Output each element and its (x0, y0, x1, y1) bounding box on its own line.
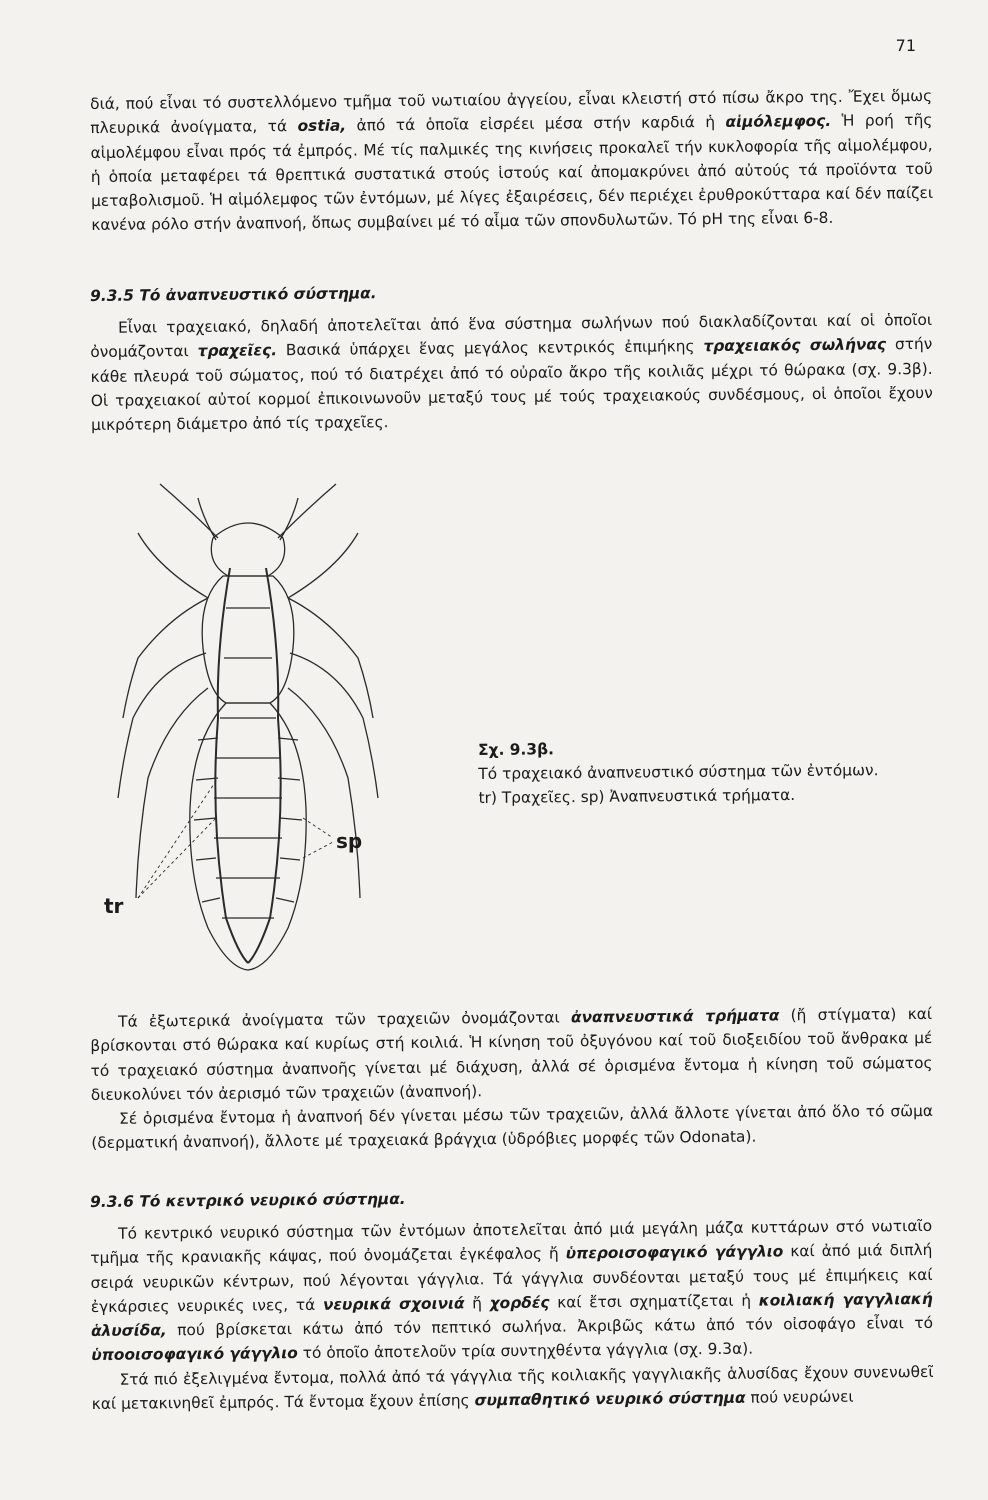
figure-caption-line2: tr) Τραχεῖες. sp) Ἀναπνευστικά τρήματα. (478, 785, 796, 807)
text: καί ἔτσι σχηματίζεται ἡ (549, 1291, 759, 1312)
term-sympathitiko: συμπαθητικό νευρικό σύστημα (474, 1388, 746, 1410)
text: πού νευρώνει (745, 1387, 854, 1407)
section-936-heading-block (90, 1182, 932, 1214)
page-number: 71 (895, 36, 916, 55)
abdomen (190, 703, 306, 970)
paragraph-text (90, 1002, 933, 1107)
text: Βασικά ὑπάρχει ἕνας μεγάλος κεντρικός ἐπιμήκης (276, 337, 704, 360)
term-neurika-schoinia: νευρικά σχοινιά (322, 1294, 465, 1314)
figure-caption-line1: Τό τραχειακό ἀναπνευστικό σύστημα τῶν ἐντόμων. (478, 761, 879, 783)
section-heading: 9.3.5 Τό ἀναπνευστικό σύστημα. (90, 284, 377, 305)
antenna-right (278, 484, 336, 538)
paragraph-top (90, 84, 933, 238)
section-935-paragraph (90, 308, 933, 438)
term-tracheiakos-solinas: τραχειακός σωλήνας (703, 335, 887, 356)
text: ἀπό τά ὁποῖα εἰσρέει μέσα στήν καρδιά ἡ (346, 113, 726, 135)
section-heading: 9.3.6 Τό κεντρικό νευρικό σύστημα. (90, 1189, 406, 1211)
text: τό ὁποῖο ἀποτελοῦν τρία συντηχθέντα γάγγλια (σχ. 9.3α). (297, 1340, 754, 1363)
text: Στά πιό ἐξελιγμένα ἔντομα, πολλά ἀπό τά γάγγλια τῆς κοιλιακῆς γαγγλιακῆς ἁλυσίδας ἔχουν συνενωθεῖ καί μετακινηθεῖ ἐμπρός. Τά ἔντομα ἔχουν ἐπίσης (91, 1362, 934, 1414)
text: καί ἀπό μιά διπλή σειρά νευρικῶν κέντρων, πού λέγονται γάγγλια. Τά γάγγλια συνδέονται μεταξύ τους μέ ἐπιμήκεις καί ἐγκάρσιες νευρικές ινες, τά (90, 1241, 933, 1316)
term-yperoisofagiko: ὑπεροισοφαγικό γάγγλιο (565, 1242, 784, 1263)
insect-drawing (98, 478, 398, 998)
paragraph-text (90, 308, 933, 438)
figure-label-tr: tr (104, 894, 124, 918)
paragraph-text (91, 1360, 933, 1417)
term-ypoisofagiko: ὑποοισοφαγικό γάγγλιο (91, 1344, 298, 1365)
term-koiliaki-alysida: κοιλιακή γαγγλιακή ἁλυσίδα, (90, 1289, 933, 1341)
term-trimata: ἀναπνευστικά τρήματα (570, 1006, 780, 1027)
paragraph-top-text (90, 84, 933, 238)
text: πού βρίσκεται κάτω ἀπό τόν πεπτικό σωλήνα. Ἀκριβῶς κάτω ἀπό τόν οἰσοφάγο εἶναι τό (166, 1314, 934, 1340)
head (211, 523, 284, 576)
text: Τά ἐξωτερικά ἀνοίγματα τῶν τραχειῶν ὀνομάζονται (118, 1008, 572, 1031)
figure-label-sp: sp (336, 829, 363, 853)
term-aimolemfos: αἱμόλεμφος. (725, 112, 832, 132)
section-935-heading-block (90, 276, 932, 308)
insect-tracheal-figure (98, 478, 398, 998)
term-tracheies: τραχεῖες. (197, 341, 278, 361)
text: ἤ (464, 1294, 490, 1313)
antenna-left (160, 484, 218, 538)
text: διά, πού εἶναι τό συστελλόμενο τμῆμα τοῦ νωτιαίου ἀγγείου, εἶναι κλειστή στό πίσω ἄκρο της. Ἔχει ὅμως πλευρικά ἀνοίγματα, τά (90, 86, 933, 138)
term-chordes: χορδές (489, 1293, 550, 1313)
paragraph-text (90, 1214, 933, 1368)
thorax (202, 576, 294, 703)
text: (ἤ στίγματα) καί βρίσκονται στό θώρακα καί κυρίως στή κοιλιά. Ἡ κίνηση τοῦ ὀξυγόνου καί τοῦ διοξειδίου τοῦ ἄνθρακα μέ τό τραχειακό σύστημα ἀναπνοῆς γίνεται μέ διάχυση, ἀλλά σέ ὁρισμένα ἔντομα ἡ κίνηση τοῦ σώματος διευκολύνει τόν ἀερισμό τῶν τραχειῶν (ἀναπνοή). (90, 1004, 933, 1104)
text: Ἡ ροή τῆς αἱμολέμφου εἶναι πρός τά ἐμπρός. Μέ τίς παλμικές της κινήσεις προκαλεῖ τήν κυκλοφορία τῆς αἱμολέμφου, ἡ ὁποία μεταφέρει τά θρεπτικά συστατικά στούς ἱστούς καί ἀπομακρύνει ἀπό αὐτούς τά προϊόντα τοῦ μεταβολισμοῦ. Ἡ αἱμόλεμφος τῶν ἐντόμων, μέ λίγες ἐξαιρέσεις, δέν περιέχει ἐρυθροκύτταρα καί δέν παίζει κανένα ρόλο στήν ἀναπνοή, ὅπως συμβαίνει μέ τό αἷμα τῶν σπονδυλωτῶν. Τό pH της εἶναι 6-8. (90, 111, 934, 235)
section-936-paragraph (90, 1214, 934, 1416)
figure-number: Σχ. 9.3β. (478, 740, 554, 759)
term-ostia: ostia, (297, 116, 347, 136)
paragraph-text: Σέ ὁρισμένα ἔντομα ἡ ἀναπνοή δέν γίνεται μέσω τῶν τραχειῶν, ἀλλά ἄλλοτε γίνεται ἀπό ὅλο τό σῶμα (δερματική ἀναπνοή), ἄλλοτε μέ τραχειακά βράγχια (ὑδρόβιες μορφές τῶν Odonata). (91, 1102, 934, 1153)
text: Εἶναι τραχειακό, δηλαδή ἀποτελεῖται ἀπό ἕνα σύστημα σωλήνων πού διακλαδίζονται καί οἱ ὁποῖοι ὀνομάζονται (90, 310, 933, 362)
text: Τό κεντρικό νευρικό σύστημα τῶν ἐντόμων ἀποτελεῖται ἀπό μιά μεγάλη μάζα κυττάρων στό νωτιαῖο τμῆμα τῆς κρανιακῆς κάψας, πού ὀνομάζεται ἐγκέφαλος ἤ (90, 1216, 933, 1268)
figure-caption (478, 734, 939, 810)
text: στήν κάθε πλευρά τοῦ σώματος, πού τό διατρέχει ἀπό τό οὐραῖο ἄκρο τῆς κοιλιᾶς μέχρι τό θώρακα (σχ. 9.3β). Οἱ τραχειακοί αὐτοί κορμοί ἐπικοινωνοῦν μεταξύ τους μέ τούς τραχειακούς συνδέσμους, οἱ ὁποῖοι ἔχουν μικρότερη διάμετρο ἀπό τίς τραχεῖες. (90, 335, 933, 435)
paragraph-after-figure (90, 1002, 933, 1156)
